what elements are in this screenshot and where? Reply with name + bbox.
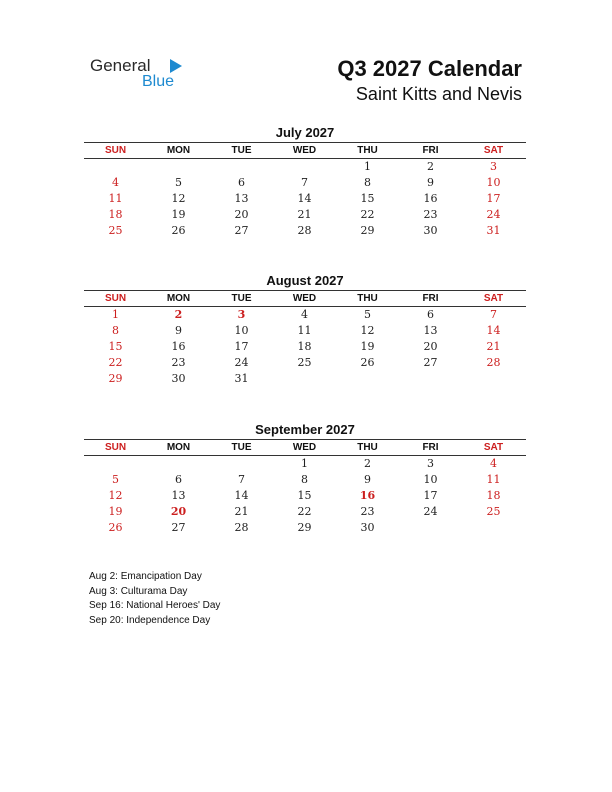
day-cell: 13: [423, 324, 438, 337]
day-cell: 7: [490, 308, 497, 321]
day-cell: 9: [364, 473, 371, 486]
day-cell: 28: [234, 521, 249, 534]
day-cell: 27: [423, 356, 438, 369]
day-cell: 23: [171, 356, 186, 369]
empty-day-cell: [84, 456, 147, 472]
day-cell: 25: [108, 224, 123, 237]
day-cell: 29: [360, 224, 375, 237]
empty-day-cell: [273, 159, 336, 175]
weekday-sun: SUN: [104, 145, 127, 156]
day-cell: 20: [423, 340, 438, 353]
week-row: [84, 307, 526, 323]
day-cell: 4: [490, 457, 497, 470]
day-cell: 18: [486, 489, 501, 502]
day-cell: 12: [108, 489, 123, 502]
holiday-item: Aug 3: Culturama Day: [89, 585, 188, 597]
week-row: [84, 191, 526, 207]
day-cell: 17: [423, 489, 438, 502]
day-cell: 15: [108, 340, 123, 353]
month-grid: [84, 159, 526, 239]
empty-day-cell: [399, 371, 462, 387]
generalblue-logo: [90, 56, 190, 92]
empty-day-cell: [399, 520, 462, 536]
day-cell: 2: [174, 308, 183, 321]
day-cell: 5: [112, 473, 119, 486]
day-cell: 23: [360, 505, 375, 518]
day-cell: 19: [171, 208, 186, 221]
day-cell: 3: [490, 160, 497, 173]
empty-day-cell: [462, 371, 525, 387]
day-cell: 30: [423, 224, 438, 237]
day-cell: 24: [486, 208, 501, 221]
weekday-mon: MON: [166, 293, 191, 304]
weekday-fri: FRI: [422, 442, 439, 453]
weekday-mon: MON: [166, 442, 191, 453]
day-cell: 17: [234, 340, 249, 353]
logo-text-general: General: [90, 56, 151, 75]
day-cell: 31: [486, 224, 501, 237]
day-cell: 20: [234, 208, 249, 221]
empty-day-cell: [210, 159, 273, 175]
weekday-wed: WED: [292, 293, 317, 304]
day-cell: 15: [297, 489, 312, 502]
day-cell: 12: [171, 192, 186, 205]
month-july: [84, 124, 526, 239]
week-row: [84, 504, 526, 520]
day-cell: 2: [364, 457, 371, 470]
month-august: [84, 272, 526, 387]
day-cell: 22: [108, 356, 123, 369]
day-cell: 18: [108, 208, 123, 221]
day-cell: 15: [360, 192, 375, 205]
day-cell: 24: [234, 356, 249, 369]
weekday-sat: SAT: [483, 145, 504, 156]
weekday-header-row: [84, 439, 526, 456]
day-cell: 8: [112, 324, 119, 337]
week-row: [84, 223, 526, 239]
day-cell: 11: [108, 192, 123, 205]
day-cell: 9: [427, 176, 434, 189]
day-cell: 2: [427, 160, 434, 173]
weekday-fri: FRI: [422, 293, 439, 304]
day-cell: 14: [486, 324, 501, 337]
day-cell: 20: [170, 505, 187, 518]
day-cell: 7: [301, 176, 308, 189]
day-cell: 22: [297, 505, 312, 518]
day-cell: 21: [486, 340, 501, 353]
month-grid: [84, 307, 526, 387]
weekday-tue: TUE: [231, 293, 252, 304]
day-cell: 17: [486, 192, 501, 205]
day-cell: 13: [234, 192, 249, 205]
day-cell: 25: [297, 356, 312, 369]
day-cell: 28: [297, 224, 312, 237]
logo-triangle-icon: [170, 59, 182, 73]
week-row: [84, 371, 526, 387]
day-cell: 30: [360, 521, 375, 534]
weekday-sat: SAT: [483, 442, 504, 453]
day-cell: 29: [297, 521, 312, 534]
day-cell: 10: [486, 176, 501, 189]
empty-day-cell: [84, 159, 147, 175]
day-cell: 19: [360, 340, 375, 353]
day-cell: 9: [175, 324, 182, 337]
month-title: July 2027: [275, 125, 335, 140]
empty-day-cell: [336, 371, 399, 387]
day-cell: 11: [297, 324, 312, 337]
week-row: [84, 488, 526, 504]
weekday-thu: THU: [357, 293, 378, 304]
day-cell: 24: [423, 505, 438, 518]
day-cell: 26: [360, 356, 375, 369]
weekday-header-row: [84, 142, 526, 159]
holiday-list: [89, 570, 220, 628]
logo-text-blue: Blue: [142, 73, 175, 90]
week-row: [84, 520, 526, 536]
day-cell: 16: [423, 192, 438, 205]
weekday-header-row: [84, 290, 526, 307]
day-cell: 8: [301, 473, 308, 486]
month-title: September 2027: [255, 422, 355, 437]
month-september: [84, 421, 526, 536]
day-cell: 14: [234, 489, 249, 502]
day-cell: 3: [237, 308, 246, 321]
day-cell: 23: [423, 208, 438, 221]
empty-day-cell: [462, 520, 525, 536]
day-cell: 8: [364, 176, 371, 189]
day-cell: 5: [175, 176, 182, 189]
day-cell: 6: [427, 308, 434, 321]
week-row: [84, 472, 526, 488]
day-cell: 12: [360, 324, 375, 337]
day-cell: 1: [364, 160, 371, 173]
day-cell: 4: [301, 308, 308, 321]
day-cell: 4: [112, 176, 119, 189]
weekday-mon: MON: [166, 145, 191, 156]
weekday-sat: SAT: [483, 293, 504, 304]
page-title: Q3 2027 Calendar: [337, 56, 522, 81]
week-row: [84, 207, 526, 223]
day-cell: 6: [175, 473, 182, 486]
holiday-item: Sep 16: National Heroes' Day: [89, 600, 221, 611]
day-cell: 13: [171, 489, 186, 502]
day-cell: 21: [297, 208, 312, 221]
day-cell: 26: [171, 224, 186, 237]
day-cell: 25: [486, 505, 501, 518]
day-cell: 3: [427, 457, 434, 470]
day-cell: 10: [234, 324, 249, 337]
week-row: [84, 323, 526, 339]
month-grid: [84, 456, 526, 536]
day-cell: 16: [171, 340, 186, 353]
day-cell: 19: [108, 505, 123, 518]
day-cell: 18: [297, 340, 312, 353]
day-cell: 28: [486, 356, 501, 369]
weekday-tue: TUE: [231, 145, 252, 156]
day-cell: 14: [297, 192, 312, 205]
weekday-thu: THU: [357, 145, 378, 156]
empty-day-cell: [210, 456, 273, 472]
weekday-sun: SUN: [104, 442, 127, 453]
day-cell: 27: [171, 521, 186, 534]
empty-day-cell: [147, 456, 210, 472]
weekday-wed: WED: [292, 442, 317, 453]
weekday-wed: WED: [292, 145, 317, 156]
day-cell: 27: [234, 224, 249, 237]
week-row: [84, 159, 526, 175]
month-title: August 2027: [266, 273, 344, 288]
day-cell: 1: [301, 457, 308, 470]
day-cell: 29: [108, 372, 123, 385]
week-row: [84, 339, 526, 355]
empty-day-cell: [147, 159, 210, 175]
holiday-item: Aug 2: Emancipation Day: [89, 571, 202, 582]
week-row: [84, 456, 526, 472]
page-subtitle: Saint Kitts and Nevis: [355, 84, 522, 104]
day-cell: 31: [234, 372, 249, 385]
day-cell: 11: [486, 473, 501, 486]
weekday-thu: THU: [357, 442, 378, 453]
day-cell: 16: [359, 489, 376, 502]
week-row: [84, 175, 526, 191]
day-cell: 26: [108, 521, 123, 534]
week-row: [84, 355, 526, 371]
day-cell: 7: [238, 473, 245, 486]
day-cell: 10: [423, 473, 438, 486]
day-cell: 6: [238, 176, 245, 189]
day-cell: 1: [112, 308, 119, 321]
holiday-item: Sep 20: Independence Day: [89, 614, 211, 626]
weekday-tue: TUE: [231, 442, 252, 453]
day-cell: 22: [360, 208, 375, 221]
day-cell: 5: [364, 308, 371, 321]
weekday-sun: SUN: [104, 293, 127, 304]
day-cell: 30: [171, 372, 186, 385]
day-cell: 21: [234, 505, 249, 518]
empty-day-cell: [273, 371, 336, 387]
weekday-fri: FRI: [422, 145, 439, 156]
